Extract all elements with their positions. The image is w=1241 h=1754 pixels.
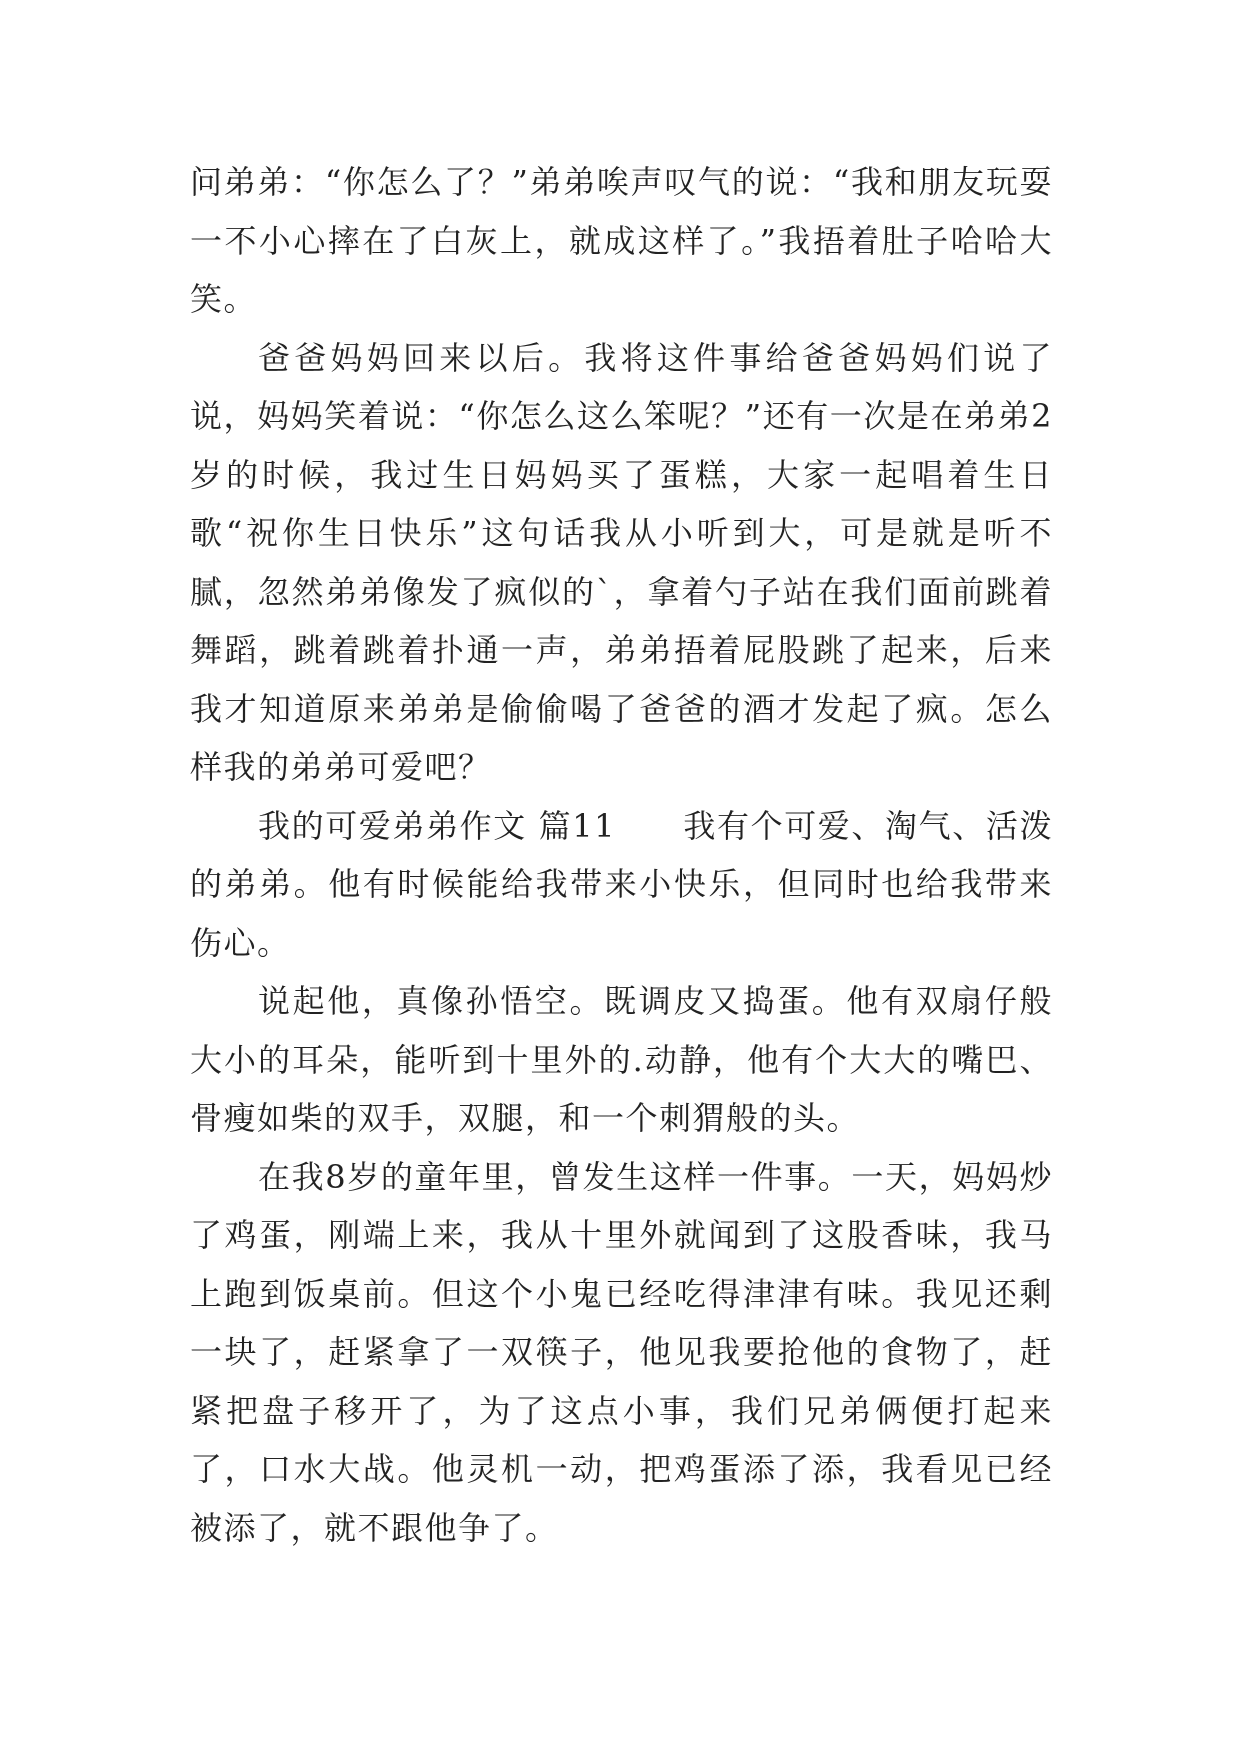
paragraph-5: 在我8岁的童年里，曾发生这样一件事。一天，妈妈炒了鸡蛋，刚端上来，我从十里外就闻到了这股香味，我马上跑到饭桌前。但这个小鬼已经吃得津津有味。我见还剩一块了，赶紧拿了一双筷子，他见我要抢他的食物了，赶紧把盘子移开了，为了这点小事，我们兄弟俩便打起来了，口水大战。他灵机一动，把鸡蛋添了添，我看见已经被添了，就不跟他争了。 xyxy=(190,1157,1053,1547)
paragraph-1: 问弟弟：“你怎么了？”弟弟唉声叹气的说：“我和朋友玩耍一不小心摔在了白灰上，就成这样了。”我捂着肚子哈哈大笑。 xyxy=(190,163,1053,318)
document-body xyxy=(190,153,1053,1557)
paragraph-4: 说起他，真像孙悟空。既调皮又捣蛋。他有双扇仔般大小的耳朵，能听到十里外的.动静，他有个大大的嘴巴、骨瘦如柴的双手，双腿，和一个刺猬般的头。 xyxy=(190,982,1053,1137)
paragraph-3: 我的可爱弟弟作文 篇11 我有个可爱、淘气、活泼的弟弟。他有时候能给我带来小快乐，但同时也给我带来伤心。 xyxy=(190,806,1053,962)
paragraph-2: 爸爸妈妈回来以后。我将这件事给爸爸妈妈们说了说，妈妈笑着说：“你怎么这么笨呢？”还有一次是在弟弟2岁的时候，我过生日妈妈买了蛋糕，大家一起唱着生日歌“祝你生日快乐”这句话我从小听到大，可是就是听不腻，忽然弟弟像发了疯似的`，拿着勺子站在我们面前跳着舞蹈，跳着跳着扑通一声，弟弟捂着屁股跳了起来，后来我才知道原来弟弟是偷偷喝了爸爸的酒才发起了疯。怎么样我的弟弟可爱吧？ xyxy=(190,338,1053,786)
